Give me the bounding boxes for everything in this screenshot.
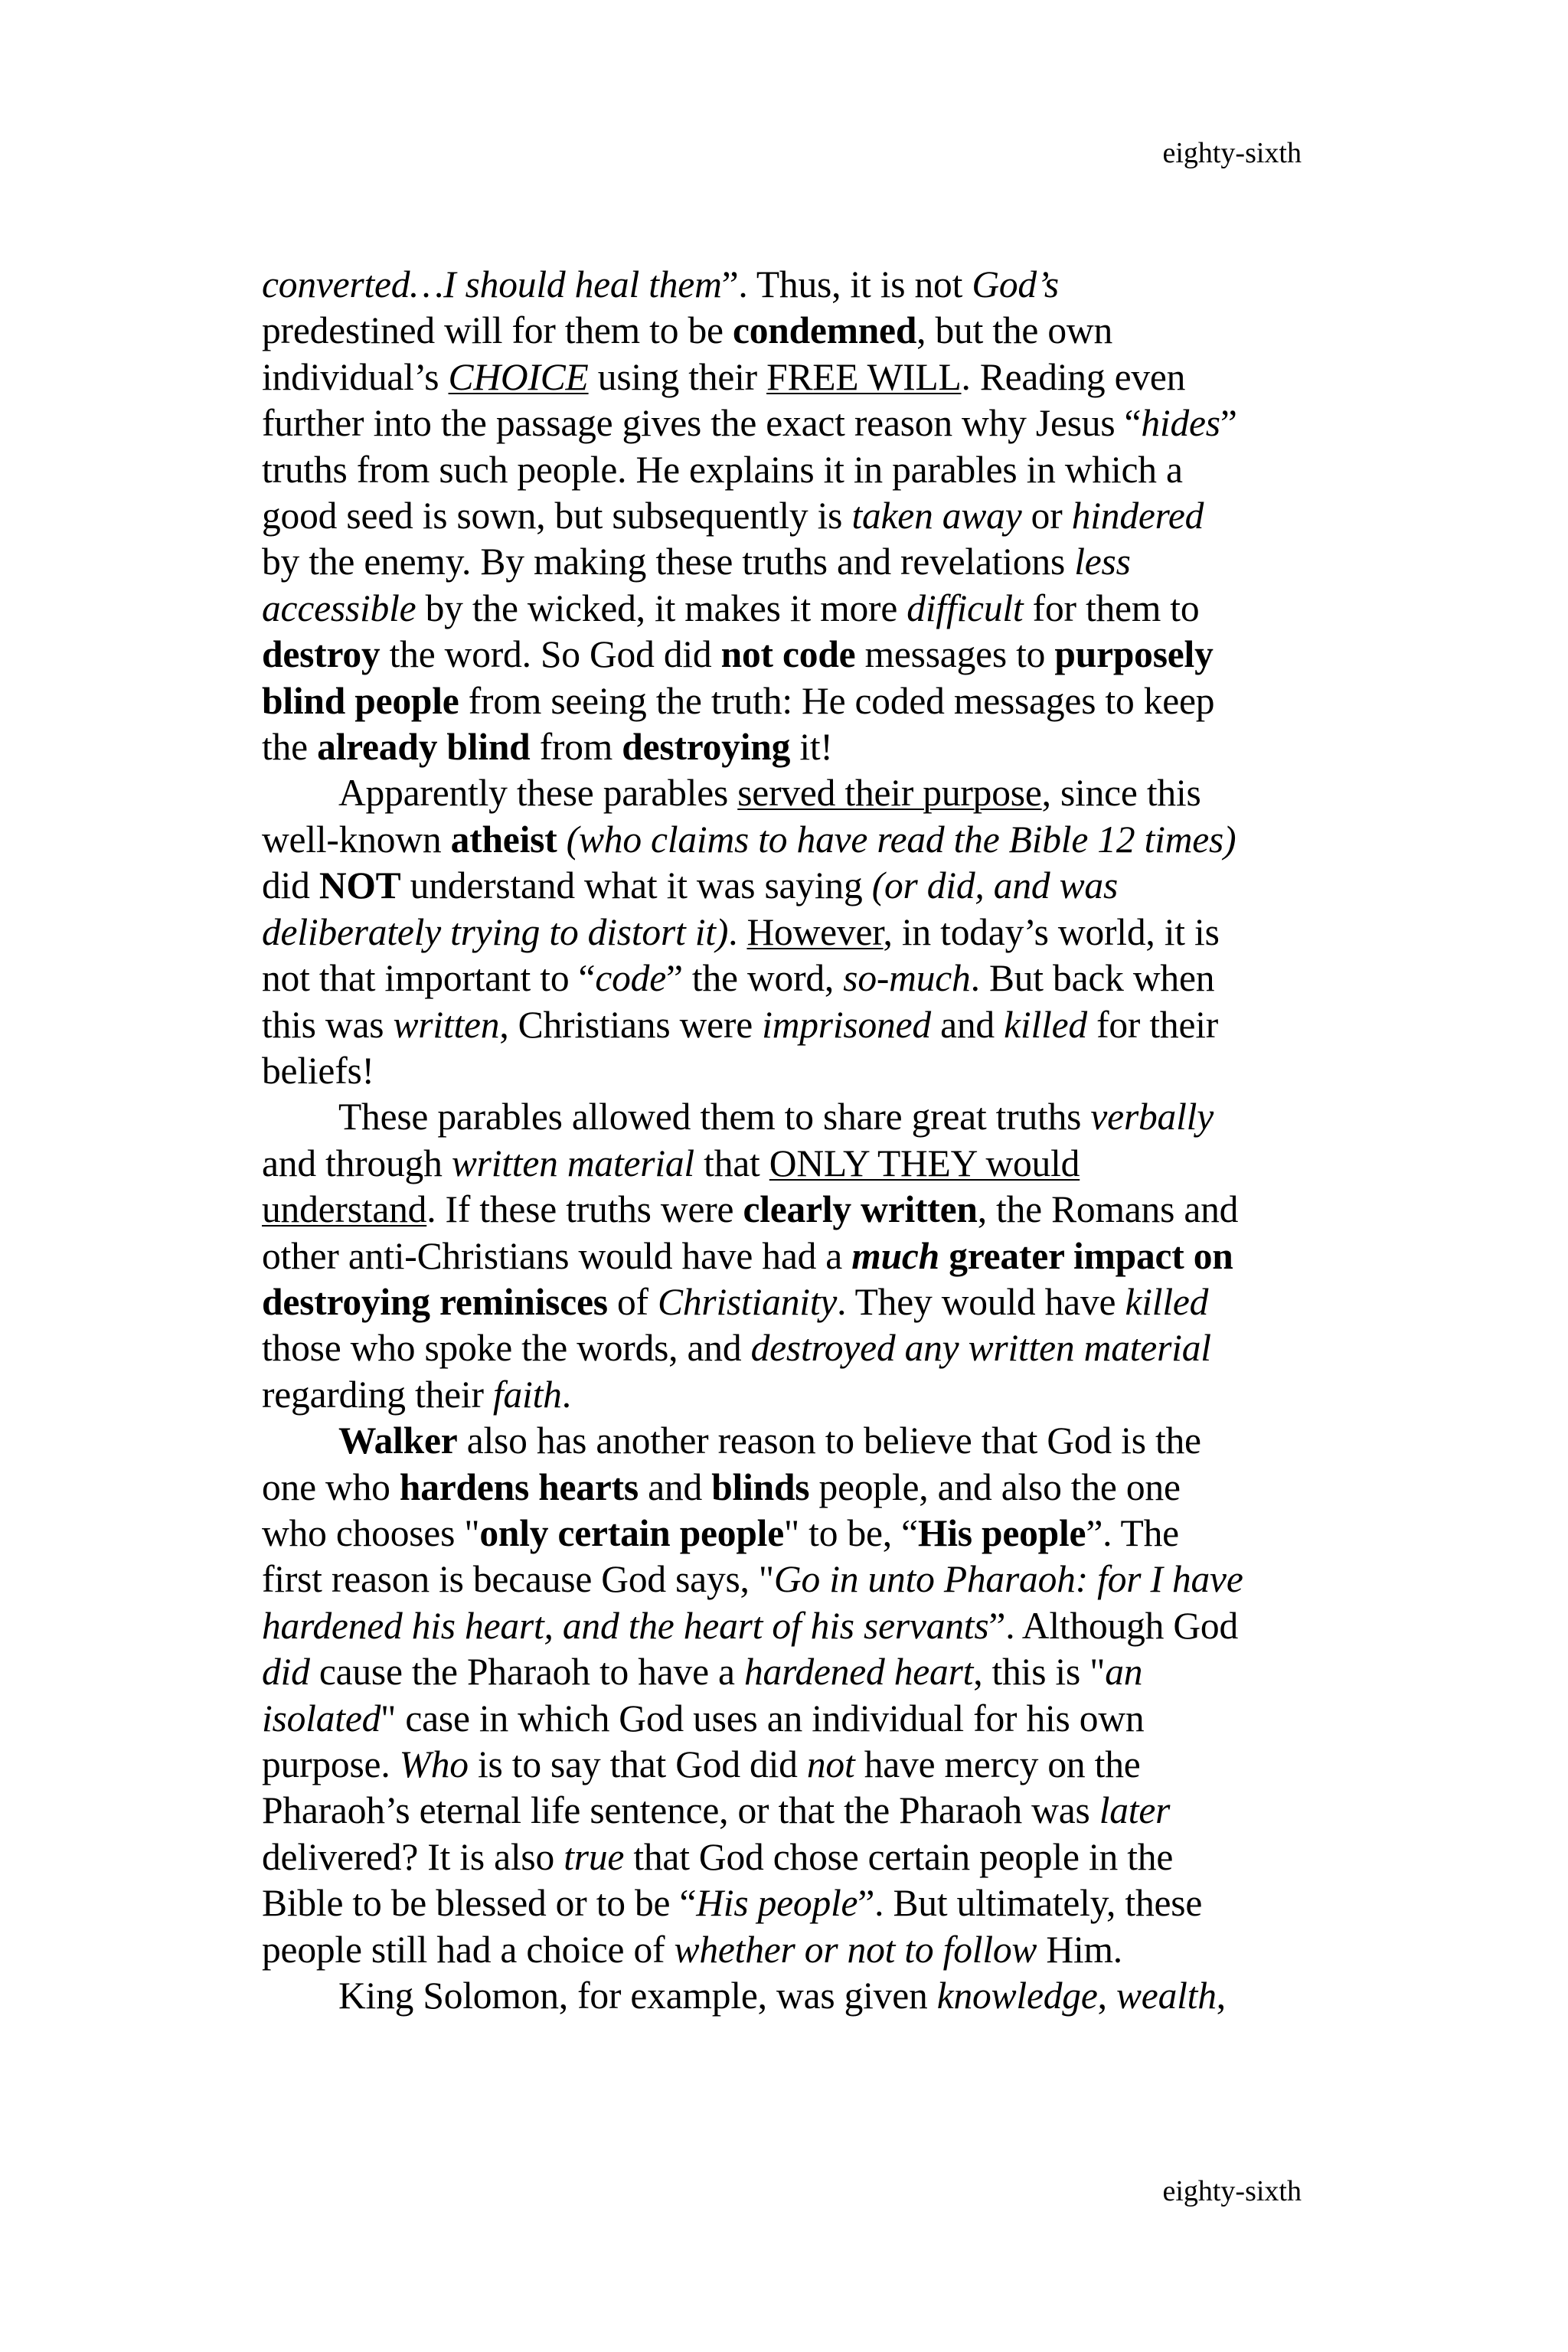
text-line: [262, 1374, 571, 1416]
text-line: [262, 587, 1199, 629]
text-run: from seeing the truth: He coded messages to keep: [459, 679, 1215, 722]
text-run: " case in which God uses an individual for his own: [381, 1697, 1145, 1740]
page-footer-label: eighty-sixth: [1162, 2175, 1302, 2207]
paragraph: [262, 1973, 1315, 2019]
text-line: [262, 356, 1185, 398]
text-run: destroy: [262, 633, 381, 676]
text-run: purposely: [1054, 633, 1214, 676]
text-run: is to say that God did: [468, 1743, 807, 1785]
text-run: hardens hearts: [399, 1465, 639, 1508]
text-run: served their purpose: [737, 772, 1042, 815]
text-line: [262, 1697, 1144, 1740]
text-run: good seed is sown, but subsequently is: [262, 495, 852, 537]
text-run: or: [1021, 495, 1072, 537]
text-run: code: [595, 957, 666, 1000]
text-run: and through: [262, 1142, 452, 1184]
text-run: killed: [1004, 1003, 1087, 1046]
text-run: Bible to be blessed or to be “: [262, 1882, 697, 1925]
paragraph: [262, 262, 1315, 770]
text-line: [262, 541, 1131, 583]
text-run: difficult: [906, 586, 1024, 629]
text-run: that: [694, 1142, 769, 1184]
text-run: . If these truths were: [426, 1188, 743, 1231]
text-run: predestined will for them to be: [262, 309, 733, 352]
text-run: also has another reason to believe that God is the: [457, 1419, 1201, 1462]
text-line: [262, 1466, 1181, 1508]
text-run: killed: [1125, 1280, 1209, 1323]
text-run: using their: [588, 355, 767, 398]
text-run: destroying reminisces: [262, 1280, 608, 1323]
text-run: later: [1099, 1789, 1171, 1832]
text-run: God’s: [972, 263, 1059, 305]
text-line: [262, 309, 1112, 351]
text-run: . But back when: [970, 957, 1215, 1000]
text-run: the word. So God did: [380, 633, 721, 676]
text-run: . Reading even: [961, 355, 1186, 398]
text-run: an: [1105, 1651, 1143, 1694]
text-run: (or did, and was: [871, 864, 1119, 907]
text-run: atheist: [450, 818, 557, 861]
text-line: [262, 680, 1214, 722]
text-run: clearly written: [743, 1188, 978, 1231]
text-run: it!: [790, 726, 833, 769]
text-run: knowledge: [936, 1975, 1098, 2017]
text-line: [262, 1050, 374, 1092]
text-run: have mercy on the: [854, 1743, 1141, 1785]
text-run: condemned: [732, 309, 917, 352]
text-run: , Christians were: [499, 1003, 763, 1046]
text-run: Who: [399, 1743, 469, 1785]
text-run: much: [851, 1234, 939, 1277]
text-run: , this is ": [973, 1651, 1106, 1694]
text-run: , in today’s world, it is: [883, 910, 1220, 953]
text-run: whether or not to follow: [674, 1928, 1037, 1971]
text-run: isolated: [262, 1697, 381, 1740]
text-run: true: [564, 1835, 625, 1878]
text-line: [262, 495, 1204, 537]
text-run: cause the Pharaoh to have a: [309, 1651, 744, 1694]
text-run: and: [930, 1003, 1004, 1046]
text-run: imprisoned: [762, 1003, 931, 1046]
text-run: These parables allowed them to share great truths: [338, 1096, 1091, 1138]
text-line: [262, 633, 1214, 675]
text-run: not: [806, 1743, 855, 1785]
text-line: [262, 1558, 1243, 1600]
text-run: and: [638, 1465, 712, 1508]
text-run: did: [262, 1651, 310, 1694]
text-run: this was: [262, 1003, 394, 1046]
text-line: [262, 726, 833, 768]
text-line: [262, 1882, 1202, 1924]
text-run: accessible: [262, 586, 416, 629]
text-line: [262, 1281, 1208, 1323]
text-run: CHOICE: [448, 355, 589, 398]
text-line: [262, 957, 1214, 999]
paragraph: [262, 1418, 1315, 1973]
text-run: His people: [696, 1882, 858, 1925]
text-run: His people: [917, 1511, 1086, 1554]
text-line: [262, 1004, 1218, 1046]
text-run: " to be, “: [784, 1511, 918, 1554]
text-run: NOT: [318, 864, 401, 907]
text-run: who chooses ": [262, 1511, 480, 1554]
text-run: further into the passage gives the exact reason why Jesus “: [262, 402, 1142, 445]
text-run: .: [561, 1373, 571, 1416]
text-run: FREE WILL: [766, 355, 962, 398]
text-run: not that important to “: [262, 957, 596, 1000]
text-run: one who: [262, 1465, 400, 1508]
text-run: ”. Although God: [988, 1604, 1239, 1647]
text-run: by the wicked, it makes it more: [416, 586, 907, 629]
text-run: , the Romans and: [977, 1188, 1239, 1231]
text-run: ”. Thus, it is not: [721, 263, 972, 305]
text-line: [262, 1188, 1238, 1230]
text-run: of: [607, 1280, 658, 1323]
text-run: messages to: [855, 633, 1055, 676]
text-run: ”. But ultimately, these: [858, 1882, 1203, 1925]
text-run: written: [393, 1003, 500, 1046]
text-run: King Solomon, for example, was given: [338, 1975, 937, 2017]
text-run: already blind: [317, 726, 531, 769]
text-run: Him.: [1037, 1928, 1122, 1971]
text-run: verbally: [1090, 1096, 1214, 1138]
paragraph: [262, 770, 1315, 1094]
text-run: so-much: [843, 957, 971, 1000]
text-line: [338, 772, 1201, 814]
text-run: taken away: [851, 495, 1022, 537]
text-line: [338, 1975, 1226, 2017]
text-run: written material: [451, 1142, 694, 1184]
text-run: not code: [720, 633, 856, 676]
text-run: by the enemy. By making these truths and revelations: [262, 541, 1075, 583]
text-run: (who claims to have read the Bible 12 times): [566, 818, 1236, 861]
text-run: Walker: [338, 1419, 458, 1462]
text-run: faith: [492, 1373, 562, 1416]
text-run: for them to: [1023, 586, 1200, 629]
text-line: [262, 402, 1237, 444]
text-run: people, and also the one: [809, 1465, 1181, 1508]
text-run: converted…I should heal them: [262, 263, 722, 305]
text-run: first reason is because God says, ": [262, 1558, 774, 1601]
text-run: hides: [1141, 402, 1220, 445]
text-run: purpose.: [262, 1743, 400, 1785]
text-run: wealth: [1116, 1975, 1217, 2017]
text-run: greater impact on: [949, 1234, 1233, 1277]
text-run: Pharaoh’s eternal life sentence, or that the Pharaoh was: [262, 1789, 1099, 1832]
text-line: [262, 1327, 1211, 1369]
text-run: However: [746, 910, 884, 953]
page-header-label: eighty-sixth: [1162, 137, 1302, 169]
text-run: , but the own: [916, 309, 1113, 352]
text-run: for their: [1086, 1003, 1219, 1046]
text-run: other anti-Christians would have had a: [262, 1234, 852, 1277]
text-run: ”. The: [1086, 1511, 1179, 1554]
text-line: [262, 911, 1220, 953]
text-run: beliefs!: [262, 1049, 374, 1092]
text-line: [262, 1789, 1170, 1831]
document-body: [262, 262, 1315, 2019]
text-run: destroyed any written material: [750, 1327, 1211, 1370]
text-run: .: [728, 910, 747, 953]
text-run: ,: [1216, 1975, 1226, 2017]
text-run: ” the word,: [665, 957, 844, 1000]
text-run: , since this: [1041, 772, 1201, 815]
text-line: [262, 1651, 1142, 1693]
text-run: . They would have: [837, 1280, 1125, 1323]
text-run: those who spoke the words, and: [262, 1327, 751, 1370]
text-run: only certain people: [479, 1511, 784, 1554]
text-line: [338, 1096, 1214, 1138]
text-run: regarding their: [262, 1373, 493, 1416]
text-line: [262, 1512, 1179, 1554]
text-run: from: [530, 726, 622, 769]
text-run: blinds: [711, 1465, 810, 1508]
text-run: did: [262, 864, 319, 907]
text-line: [262, 449, 1183, 491]
paragraph: [262, 1094, 1315, 1418]
text-run: Go in unto Pharaoh: for I have: [773, 1558, 1243, 1601]
text-run: understand what it was saying: [400, 864, 872, 907]
text-run: well-known: [262, 818, 451, 861]
text-run: understand: [262, 1188, 427, 1231]
text-run: hardened his heart, and the heart of his servants: [262, 1604, 989, 1647]
text-run: individual’s: [262, 355, 449, 398]
text-line: [338, 1419, 1201, 1462]
text-run: [557, 818, 566, 861]
text-run: Apparently these parables: [338, 772, 738, 815]
text-run: deliberately trying to distort it): [262, 910, 729, 953]
text-line: [262, 1142, 1080, 1184]
text-line: [262, 1743, 1141, 1785]
text-line: [262, 818, 1236, 861]
text-run: hindered: [1071, 495, 1204, 537]
text-line: [262, 1605, 1238, 1647]
text-run: people still had a choice of: [262, 1928, 675, 1971]
text-run: that God chose certain people in the: [624, 1835, 1174, 1878]
text-run: ,: [1097, 1975, 1116, 2017]
text-run: destroying: [622, 726, 791, 769]
text-line: [262, 263, 1059, 305]
text-run: [939, 1235, 949, 1277]
text-run: delivered? It is also: [262, 1835, 564, 1878]
text-run: ONLY THEY would: [769, 1142, 1080, 1184]
text-line: [262, 1235, 1233, 1277]
text-line: [262, 1836, 1173, 1878]
text-run: ”: [1220, 402, 1237, 445]
text-run: hardened heart: [744, 1651, 974, 1694]
text-run: the: [262, 726, 318, 769]
text-line: [262, 864, 1118, 906]
text-run: truths from such people. He explains it in parables in which a: [262, 448, 1183, 491]
text-run: blind people: [262, 679, 459, 722]
text-run: Christianity: [658, 1280, 838, 1323]
text-run: less: [1074, 541, 1131, 583]
text-line: [262, 1929, 1122, 1971]
